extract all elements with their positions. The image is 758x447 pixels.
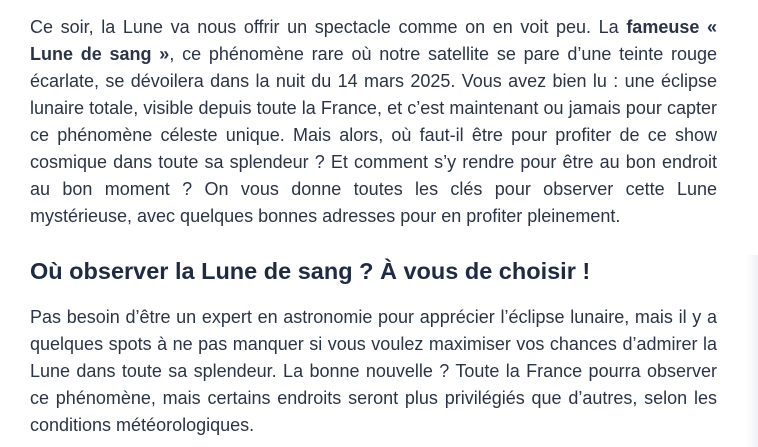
intro-paragraph — [30, 14, 717, 230]
article-body — [30, 14, 717, 439]
intro-highlight: fameuse « Lune de sang » — [30, 17, 717, 64]
intro-text-after: , ce phénomène rare où notre satellite se pare d’une teinte rouge écarlate, se dévoilera dans la nuit du 14 mars 2025. Vous avez bien lu : une éclipse lunaire totale, visible depuis toute la France, et c’est maintenant ou jamais pour capter ce phénomène céleste unique. Mais alors, où faut-il être pour profiter de ce show cosmique dans toute sa splendeur ? Et comment s’y rendre pour être au bon endroit au bon moment ? On vous donne toutes les clés pour observer cette Lune mystérieuse, avec quelques bonnes adresses pour en profiter pleinement. — [30, 44, 718, 226]
intro-text-before: Ce soir, la Lune va nous offrir un spectacle comme on en voit peu. La — [30, 17, 627, 37]
page-edge-shadow — [746, 255, 758, 447]
section-heading: Où observer la Lune de sang ? À vous de choisir ! — [30, 258, 591, 284]
section-paragraph: Pas besoin d’être un expert en astronomie pour apprécier l’éclipse lunaire, mais il y a quelques spots à ne pas manquer si vous voulez maximiser vos chances d’admirer la Lune dans toute sa splendeur. La bonne nouvelle ? Toute la France pourra observer ce phénomène, mais certains endroits seront plus privilégiés que d’autres, selon les conditions météorologiques. — [30, 307, 717, 435]
